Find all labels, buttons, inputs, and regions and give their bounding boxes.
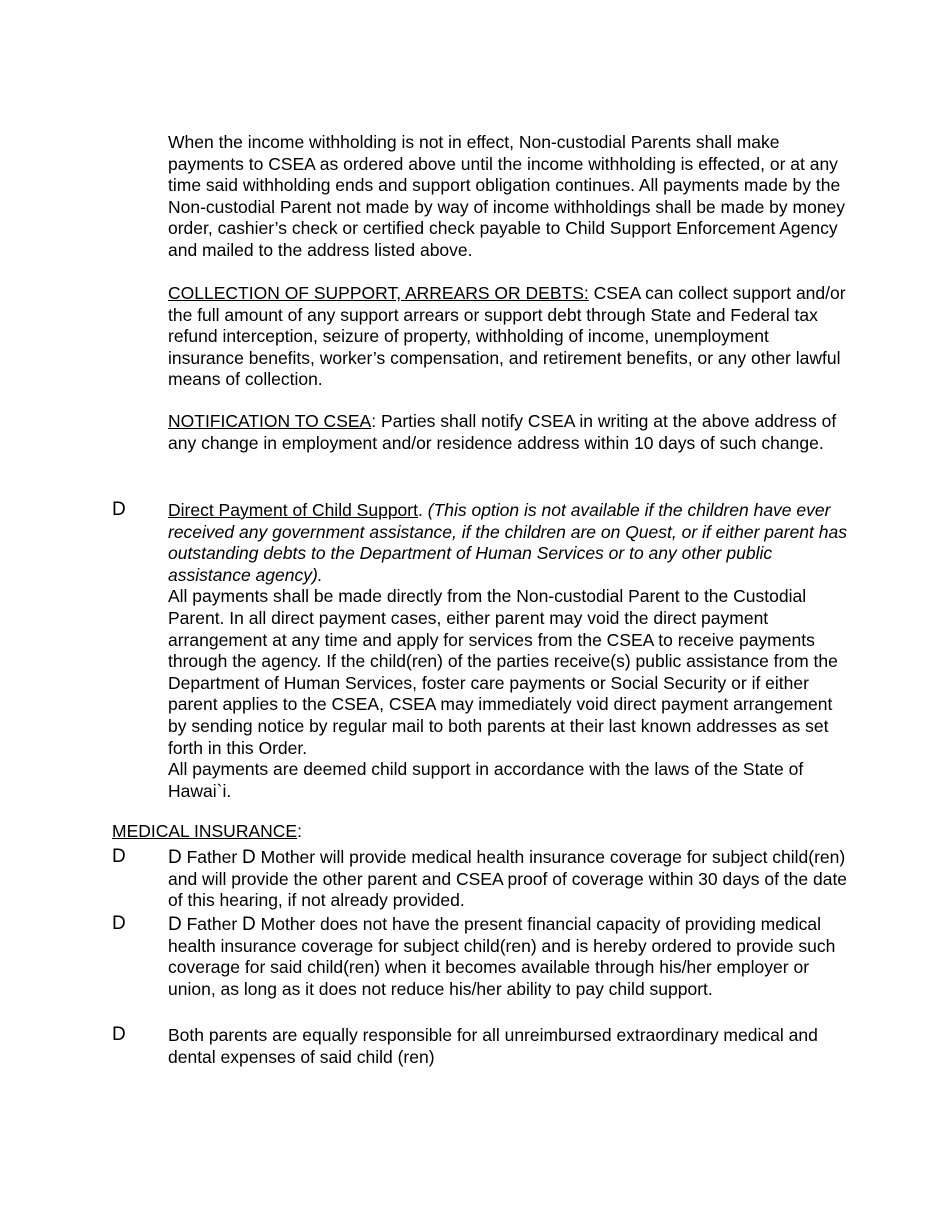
- medical-item-2-father-label: Father: [181, 914, 243, 934]
- medical-item-1-text: will provide medical health insurance coverage for subject child(ren) and will provide the other parent and CSEA proof of coverage within 30 days of the date of this hearing, if not already provided.: [168, 847, 848, 911]
- notification-paragraph: [168, 411, 848, 454]
- collection-heading: COLLECTION OF SUPPORT, ARREARS OR DEBTS:: [168, 283, 589, 303]
- notification-text: : Parties shall notify CSEA in writing at the above address of any change in employment and/or residence address within 10 days of such change.: [168, 411, 837, 453]
- medical-item-1-mother-label: Mother: [255, 847, 316, 867]
- collection-paragraph: [168, 283, 848, 391]
- medical-item-2-text: does not have the present financial capacity of providing medical health insurance coverage for subject child(ren) and is hereby ordered to provide such coverage for said child(ren) when it becomes available through his/her employer or union, as long as it does not reduce his/her ability to pay child support.: [168, 914, 836, 999]
- medical-item-2-checkbox[interactable]: D: [112, 913, 126, 934]
- medical-item-1-checkbox[interactable]: D: [112, 846, 126, 867]
- payment-when-no-withholding-paragraph: When the income withholding is not in effect, Non-custodial Parents shall make payments to CSEA as ordered above until the income withholding is effected, or at any time said withholding ends and support obligation continues. All payments made by the Non-custodial Parent not made by way of income withholdings shall be made by money order, cashier’s check or certified check payable to Child Support Enforcement Agency and mailed to the address listed above.: [168, 132, 846, 260]
- notification-heading: NOTIFICATION TO CSEA: [168, 411, 372, 431]
- direct-payment-italic-note: (This option is not available if the children have ever received any government assistance, if the children are on Quest, or if either parent has outstanding debts to the Department of Human Services or to any other public assistance agency).: [168, 500, 847, 585]
- direct-payment-section: [168, 500, 848, 802]
- medical-item-3: Both parents are equally responsible for all unreimbursed extraordinary medical and dental expenses of said child (ren): [168, 1025, 818, 1067]
- medical-item-1: [168, 847, 848, 912]
- medical-item-2-father-checkbox[interactable]: D: [168, 914, 182, 935]
- direct-payment-body: All payments shall be made directly from the Non-custodial Parent to the Custodial Parent. In all direct payment cases, either parent may void the direct payment arrangement at any time and apply for services from the CSEA to receive payments through the agency. If the child(ren) of the parties receive(s) public assistance from the Department of Human Services, foster care payments or Social Security or if either parent applies to the CSEA, CSEA may immediately void direct payment arrangement by sending notice by regular mail to both parents at their last known addresses as set forth in this Order.: [168, 586, 838, 758]
- medical-insurance-title: MEDICAL INSURANCE: [112, 821, 298, 841]
- direct-payment-body2: All payments are deemed child support in accordance with the laws of the State of Hawai`i.: [168, 759, 804, 801]
- medical-item-2-mother-label: Mother: [255, 914, 316, 934]
- medical-item-3-checkbox[interactable]: D: [112, 1024, 126, 1045]
- medical-insurance-colon: :: [297, 821, 302, 841]
- medical-insurance-heading: [112, 821, 302, 843]
- direct-payment-checkbox[interactable]: D: [112, 499, 126, 520]
- medical-item-2-mother-checkbox[interactable]: D: [242, 914, 256, 935]
- collection-text: CSEA can collect support and/or the full amount of any support arrears or support debt through State and Federal tax refund interception, seizure of property, withholding of income, unemployment insurance benefits, worker’s compensation, and retirement benefits, or any other lawful means of collection.: [168, 283, 846, 390]
- direct-payment-heading: Direct Payment of Child Support: [168, 500, 418, 520]
- medical-item-1-mother-checkbox[interactable]: D: [242, 847, 256, 868]
- medical-item-2: [168, 914, 848, 1000]
- medical-item-1-father-checkbox[interactable]: D: [168, 847, 182, 868]
- medical-item-1-father-label: Father: [181, 847, 243, 867]
- direct-payment-heading-after: .: [417, 500, 428, 520]
